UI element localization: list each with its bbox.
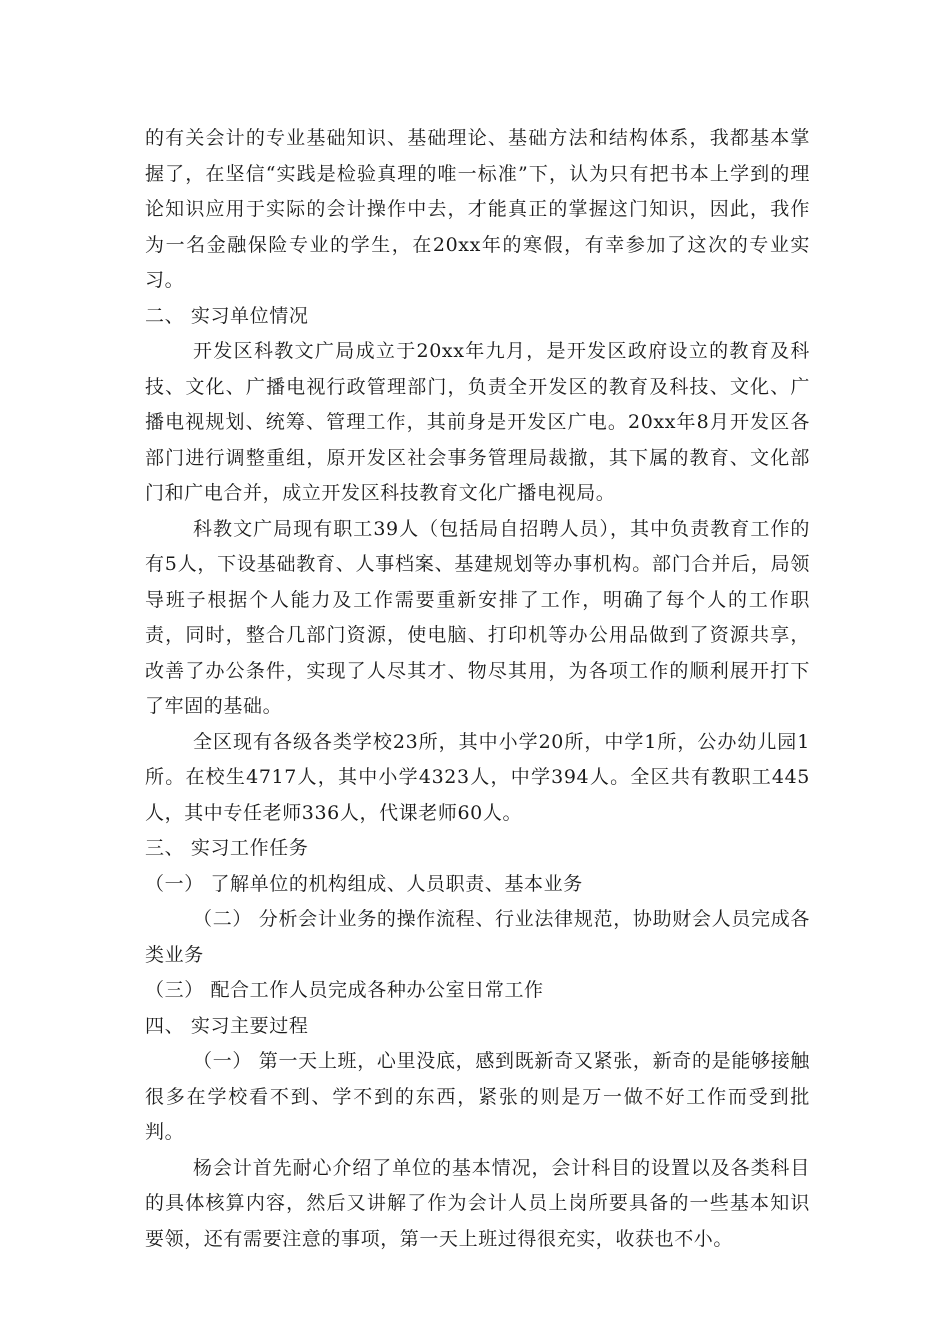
task-item-1: （一） 了解单位的机构组成、人员职责、基本业务 [145, 872, 583, 895]
task-item-3: （三） 配合工作人员完成各种办公室日常工作 [145, 979, 544, 1001]
section-heading-4: 四、 实习主要过程 [145, 1014, 309, 1037]
paragraph-staff: 科教文广局现有职工39人（包括局自招聘人员），其中负责教育工作的有5人，下设基础教育、人事档案、基建规划等办事机构。部门合并后，局领导班子根据个人能力及工作需要重新安排了工作，明确了每个人的工作职责，同时，整合几部门资源，使电脑、打印机等办公用品做到了资源共享，改善了办公条件，实现了人尽其才、物尽其用，为各项工作的顺利展开打下了牢固的基础。 [145, 517, 810, 717]
section-heading-3: 三、 实习工作任务 [145, 837, 309, 859]
section-heading-2: 二、 实习单位情况 [145, 304, 309, 327]
paragraph-unit-overview: 开发区科教文广局成立于20xx年九月，是开发区政府设立的教育及科技、文化、广播电视行政管理部门，负责全开发区的教育及科技、文化、广播电视规划、统筹、管理工作，其前身是开发区广电。20xx年8月开发区各部门进行调整重组，原开发区社会事务管理局裁撤，其下属的教育、文化部门和广电合并，成立开发区科技教育文化广播电视局。 [145, 340, 810, 504]
task-item-2: （二） 分析会计业务的操作流程、行业法律规范，协助财会人员完成各类业务 [145, 908, 810, 966]
paragraph-schools: 全区现有各级各类学校23所，其中小学20所，中学1所，公办幼儿园1所。在校生4717人，其中小学4323人，中学394人。全区共有教职工445人，其中专任老师336人，代课老师60人。 [145, 730, 810, 824]
paragraph-first-day: 杨会计首先耐心介绍了单位的基本情况，会计科目的设置以及各类科目的具体核算内容，然后又讲解了作为会计人员上岗所要具备的一些基本知识要领，还有需要注意的事项，第一天上班过得很充实，收获也不小。 [145, 1156, 810, 1250]
document-body [145, 121, 810, 1257]
process-item-1: （一） 第一天上班，心里没底，感到既新奇又紧张，新奇的是能够接触很多在学校看不到、学不到的东西，紧张的则是万一做不好工作而受到批判。 [145, 1050, 810, 1143]
paragraph-intro-continued: 的有关会计的专业基础知识、基础理论、基础方法和结构体系，我都基本掌握了，在坚信“实践是检验真理的唯一标准”下，认为只有把书本上学到的理论知识应用于实际的会计操作中去，才能真正的掌握这门知识，因此，我作为一名金融保险专业的学生，在20xx年的寒假，有幸参加了这次的专业实习。 [145, 127, 810, 291]
